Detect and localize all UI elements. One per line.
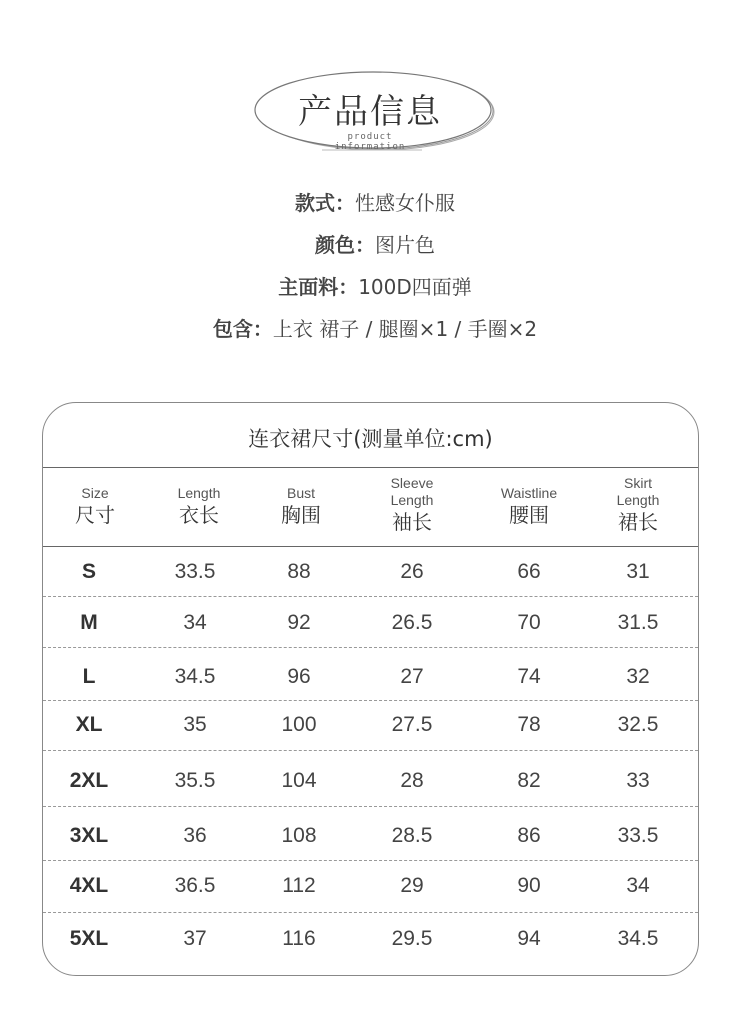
header-bust: Bust 胸围 xyxy=(281,485,321,527)
cell-waistline: 70 xyxy=(517,611,541,634)
row-divider xyxy=(43,596,698,597)
cell-waistline: 74 xyxy=(517,665,541,688)
cell-length: 36.5 xyxy=(174,874,216,897)
cell-length: 35 xyxy=(183,713,207,736)
cell-length: 34 xyxy=(183,611,207,634)
cell-size: M xyxy=(80,611,98,634)
cell-sleeve-length: 26 xyxy=(400,560,424,583)
divider xyxy=(43,546,698,547)
info-style: 款式：性感女仆服 xyxy=(295,191,455,215)
cell-sleeve-length: 29 xyxy=(400,874,424,897)
cell-skirt-length: 33.5 xyxy=(617,824,659,847)
cell-waistline: 86 xyxy=(517,824,541,847)
row-divider xyxy=(43,750,698,751)
table-header xyxy=(43,469,698,547)
cell-waistline: 78 xyxy=(517,713,541,736)
cell-bust: 88 xyxy=(287,560,311,583)
header-waistline: Waistline 腰围 xyxy=(500,485,558,527)
cell-waistline: 94 xyxy=(517,927,541,950)
table-title: 连衣裙尺寸(测量单位:cm) xyxy=(248,427,493,451)
cell-sleeve-length: 26.5 xyxy=(391,611,433,634)
cell-size: 4XL xyxy=(69,874,109,897)
product-info xyxy=(0,185,750,353)
cell-bust: 108 xyxy=(281,824,317,847)
cell-skirt-length: 33 xyxy=(626,769,650,792)
cell-skirt-length: 34 xyxy=(626,874,650,897)
cell-sleeve-length: 27.5 xyxy=(391,713,433,736)
size-table xyxy=(42,402,699,976)
header-skirt-length: Skirt Length 裙长 xyxy=(616,475,660,534)
cell-size: 2XL xyxy=(69,769,109,792)
title-badge xyxy=(250,70,500,160)
cell-waistline: 82 xyxy=(517,769,541,792)
cell-waistline: 66 xyxy=(517,560,541,583)
cell-size: 3XL xyxy=(69,824,109,847)
cell-size: S xyxy=(81,560,96,583)
cell-sleeve-length: 27 xyxy=(400,665,424,688)
row-divider xyxy=(43,700,698,701)
cell-size: XL xyxy=(75,713,103,736)
cell-bust: 96 xyxy=(287,665,311,688)
row-divider xyxy=(43,806,698,807)
cell-skirt-length: 31.5 xyxy=(617,611,659,634)
cell-length: 35.5 xyxy=(174,769,216,792)
cell-sleeve-length: 29.5 xyxy=(391,927,433,950)
cell-bust: 104 xyxy=(281,769,317,792)
page-title: 产品信息 xyxy=(298,92,442,132)
cell-skirt-length: 32.5 xyxy=(617,713,659,736)
row-divider xyxy=(43,912,698,913)
header-length: Length 衣长 xyxy=(177,485,221,527)
info-fabric: 主面料：100D四面弹 xyxy=(278,275,472,299)
cell-waistline: 90 xyxy=(517,874,541,897)
cell-length: 33.5 xyxy=(174,560,216,583)
header-size: Size 尺寸 xyxy=(75,485,115,527)
info-color: 颜色：图片色 xyxy=(315,233,435,257)
row-divider xyxy=(43,647,698,648)
row-divider xyxy=(43,860,698,861)
cell-length: 37 xyxy=(183,927,207,950)
cell-length: 36 xyxy=(183,824,207,847)
cell-skirt-length: 31 xyxy=(626,560,650,583)
cell-sleeve-length: 28 xyxy=(400,769,424,792)
divider xyxy=(43,467,698,468)
cell-size: L xyxy=(82,665,96,688)
cell-bust: 116 xyxy=(282,927,316,950)
info-includes: 包含：上衣 裙子 / 腿圈×1 / 手圈×2 xyxy=(212,317,538,341)
page-subtitle: product information xyxy=(334,132,406,152)
cell-size: 5XL xyxy=(69,927,109,950)
cell-bust: 92 xyxy=(287,611,311,634)
cell-length: 34.5 xyxy=(174,665,216,688)
cell-skirt-length: 34.5 xyxy=(617,927,659,950)
cell-sleeve-length: 28.5 xyxy=(391,824,433,847)
cell-bust: 112 xyxy=(282,874,316,897)
header-sleeve-length: Sleeve Length 袖长 xyxy=(390,475,434,534)
cell-skirt-length: 32 xyxy=(626,665,650,688)
cell-bust: 100 xyxy=(281,713,317,736)
